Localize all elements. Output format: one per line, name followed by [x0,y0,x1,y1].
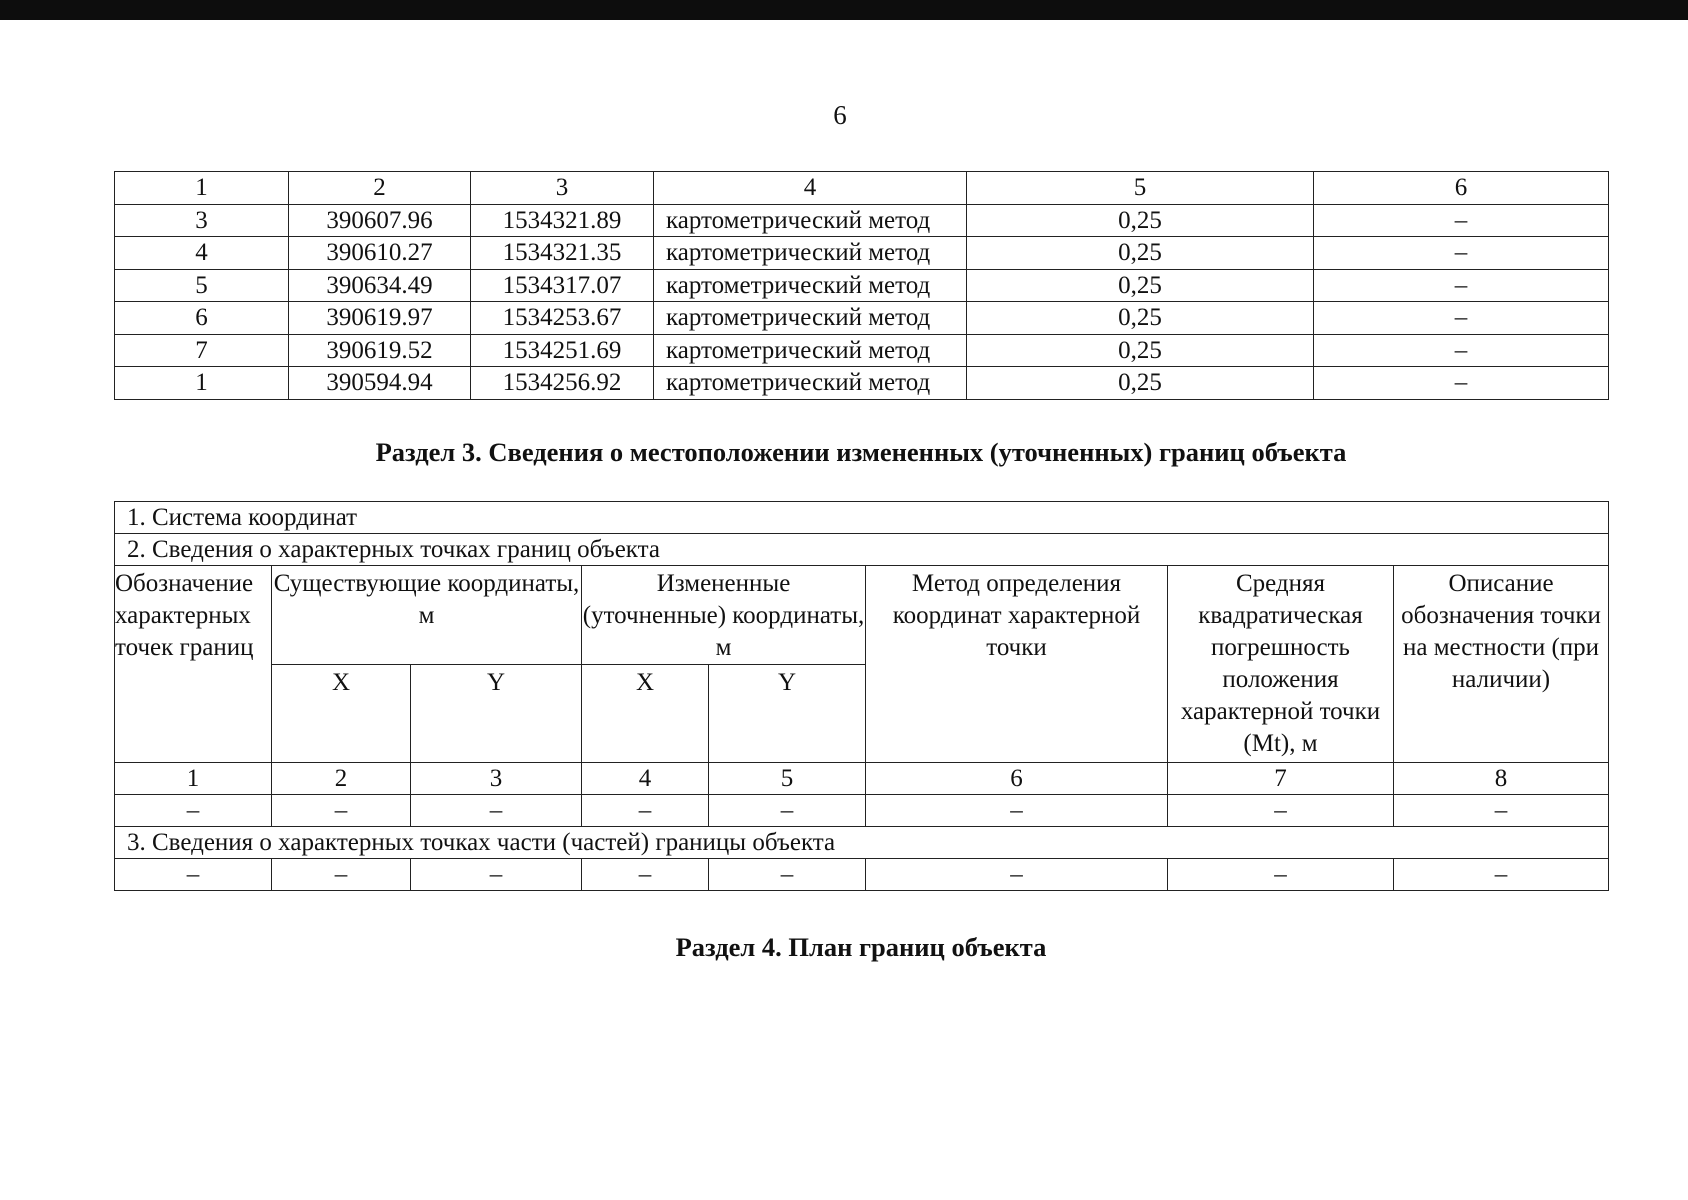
y-coordinate: 1534317.07 [471,269,654,302]
method-cell: картометрический метод [654,204,967,237]
column-numbers-row [115,763,1609,795]
method-cell: картометрический метод [654,367,967,400]
table-row [115,334,1609,367]
accuracy-cell: 0,25 [967,302,1314,335]
column-number: 4 [654,172,967,205]
column-number: 3 [471,172,654,205]
method-cell: картометрический метод [654,237,967,270]
table-row [115,859,1609,891]
point-id: 1 [115,367,289,400]
column-number: 5 [709,763,866,795]
point-id: 3 [115,204,289,237]
accuracy-cell: 0,25 [967,367,1314,400]
column-number: 7 [1168,763,1394,795]
y-coordinate: 1534256.92 [471,367,654,400]
empty-cell: – [272,795,411,827]
x-existing-header: X [272,665,411,763]
point-id: 7 [115,334,289,367]
points-title-row [115,534,1609,566]
x-coordinate: 390619.97 [289,302,471,335]
column-number: 4 [582,763,709,795]
y-changed-header: Y [709,665,866,763]
page-number: 6 [833,100,847,130]
column-number: 5 [967,172,1314,205]
points-section-title: 2. Сведения о характерных точках границ объекта [115,534,1609,566]
x-coordinate: 390607.96 [289,204,471,237]
column-number: 3 [411,763,582,795]
error-header: Средняя квадратическая погрешность положения характерной точки (Mt), м [1168,566,1394,763]
empty-cell: – [1394,795,1609,827]
section-3-heading: Раздел 3. Сведения о местоположении измененных (уточненных) границ объекта [375,437,1347,467]
accuracy-cell: 0,25 [967,269,1314,302]
point-id: 5 [115,269,289,302]
column-number: 1 [115,172,289,205]
empty-cell: – [411,795,582,827]
method-header: Метод определения координат характерной точки [866,566,1168,763]
scan-top-border [0,0,1688,20]
empty-cell: – [1168,859,1394,891]
changed-coordinates-header: Измененные (уточненные) координаты, м [582,566,866,665]
column-number: 6 [866,763,1168,795]
description-cell: – [1314,237,1609,270]
parts-section-title: 3. Сведения о характерных точках части (частей) границы объекта [115,827,1609,859]
point-id: 4 [115,237,289,270]
x-coordinate: 390594.94 [289,367,471,400]
table-row [115,269,1609,302]
empty-cell: – [582,795,709,827]
coordinate-system-title: 1. Система координат [115,502,1609,534]
column-number: 1 [115,763,272,795]
description-cell: – [1314,204,1609,237]
method-cell: картометрический метод [654,269,967,302]
x-coordinate: 390619.52 [289,334,471,367]
designation-header: Обозначение характерных точек границ [115,566,272,763]
y-coordinate: 1534253.67 [471,302,654,335]
table-header-row [115,172,1609,205]
empty-cell: – [272,859,411,891]
empty-cell: – [709,795,866,827]
accuracy-cell: 0,25 [967,237,1314,270]
accuracy-cell: 0,25 [967,204,1314,237]
y-coordinate: 1534321.35 [471,237,654,270]
x-coordinate: 390610.27 [289,237,471,270]
description-header: Описание обозначения точки на местности (при наличии) [1394,566,1609,763]
empty-cell: – [866,795,1168,827]
parts-title-row [115,827,1609,859]
column-number: 2 [272,763,411,795]
description-cell: – [1314,367,1609,400]
description-cell: – [1314,302,1609,335]
empty-cell: – [582,859,709,891]
accuracy-cell: 0,25 [967,334,1314,367]
y-coordinate: 1534251.69 [471,334,654,367]
column-number: 8 [1394,763,1609,795]
points-table [114,171,1609,400]
empty-cell: – [411,859,582,891]
x-coordinate: 390634.49 [289,269,471,302]
existing-coordinates-header: Существующие координаты, м [272,566,582,665]
header-row [115,566,1609,665]
method-cell: картометрический метод [654,302,967,335]
coordinate-system-row [115,502,1609,534]
empty-cell: – [709,859,866,891]
column-number: 2 [289,172,471,205]
x-changed-header: X [582,665,709,763]
empty-cell: – [1394,859,1609,891]
point-id: 6 [115,302,289,335]
table-row [115,795,1609,827]
section-4-heading: Раздел 4. План границ объекта [675,932,1047,962]
empty-cell: – [115,859,272,891]
description-cell: – [1314,334,1609,367]
empty-cell: – [1168,795,1394,827]
table-row [115,367,1609,400]
y-existing-header: Y [411,665,582,763]
description-cell: – [1314,269,1609,302]
column-number: 6 [1314,172,1609,205]
table-row [115,237,1609,270]
empty-cell: – [115,795,272,827]
boundaries-table [114,501,1609,891]
y-coordinate: 1534321.89 [471,204,654,237]
table-row [115,302,1609,335]
method-cell: картометрический метод [654,334,967,367]
empty-cell: – [866,859,1168,891]
table-row [115,204,1609,237]
